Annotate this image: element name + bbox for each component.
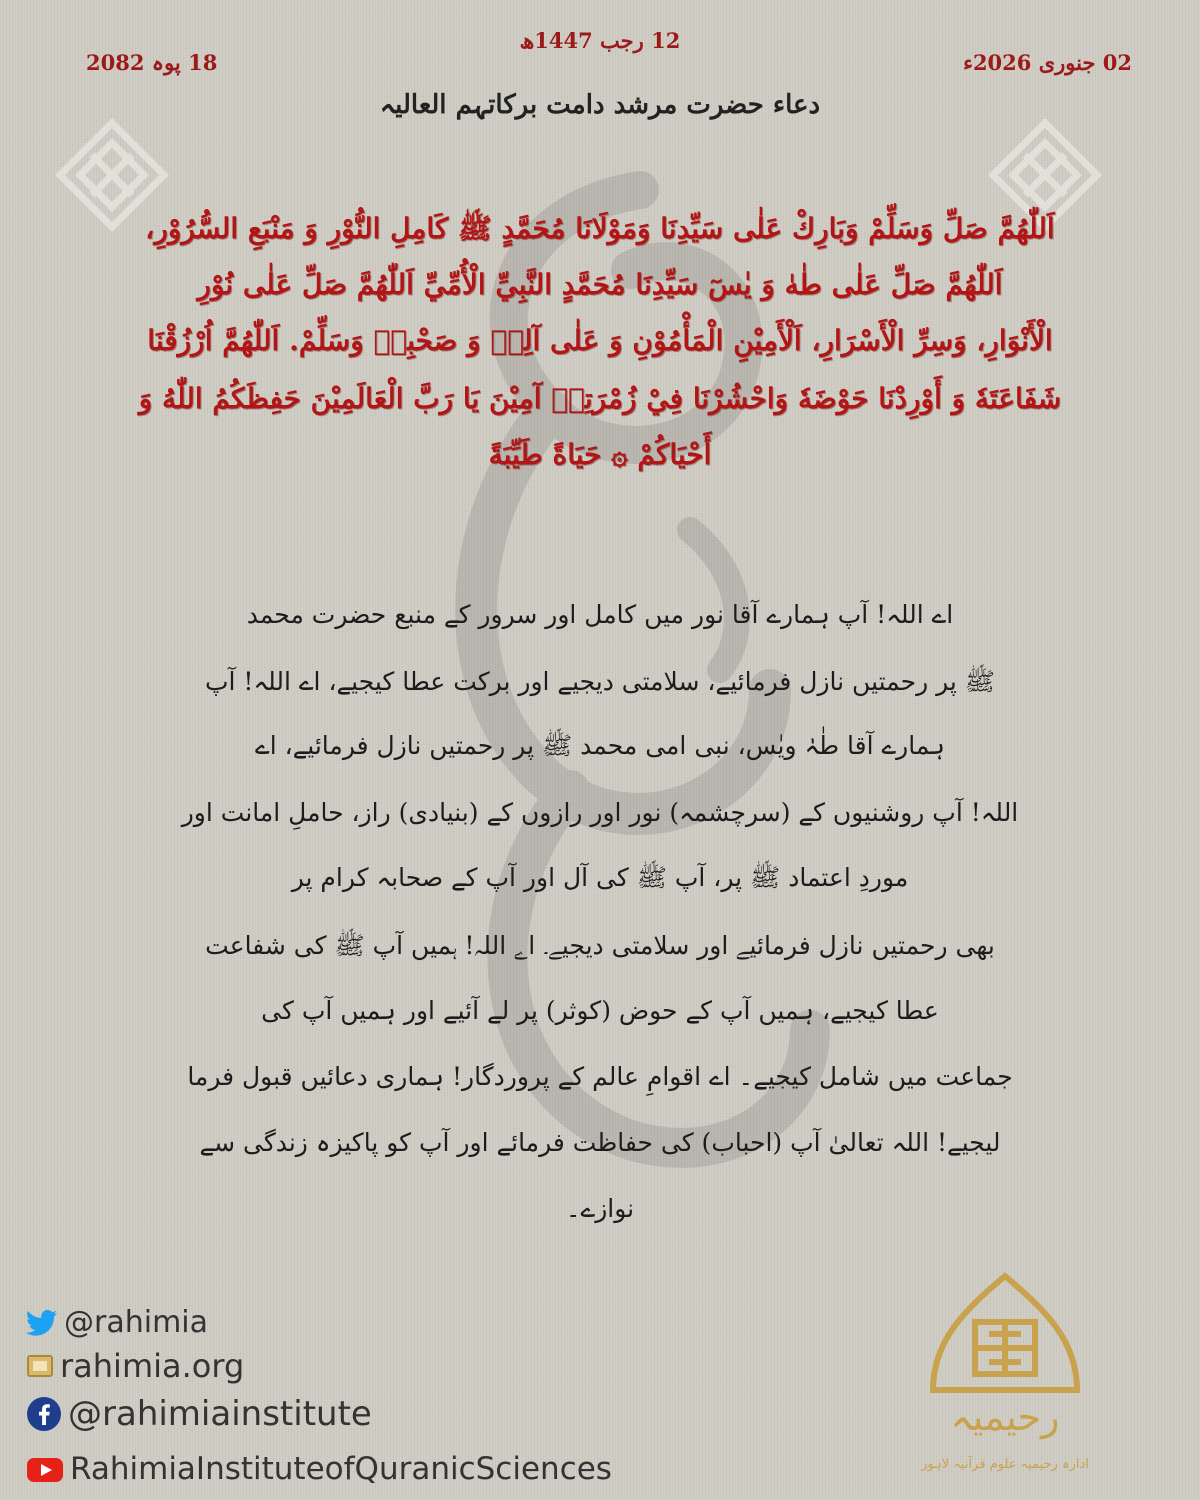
urdu-line: موردِ اعتماد ﷺ پر، آپ ﷺ کی آل اور آپ کے صحابہ کرام پر	[291, 863, 909, 892]
website-link[interactable]	[26, 1347, 245, 1385]
facebook-page-text: @rahimiainstitute	[68, 1394, 372, 1434]
urdu-line: اللہ! آپ روشنیوں کے (سرچشمہ) نور اور رازوں کے (بنیادی) راز، حاملِ امانت اور	[181, 798, 1019, 827]
urdu-line: ہمارے آقا طٰہٰ ویٰس، نبی امی محمد ﷺ پر رحمتیں نازل فرمائیے، اے	[255, 731, 945, 760]
twitter-icon	[26, 1309, 58, 1337]
facebook-page[interactable]	[26, 1396, 372, 1432]
local-date: 18 پوہ 2082	[86, 50, 218, 75]
youtube-icon	[26, 1456, 64, 1484]
gregorian-date: 02 جنوری 2026ء	[963, 50, 1132, 75]
facebook-icon	[26, 1396, 62, 1432]
twitter-handle[interactable]	[26, 1305, 209, 1340]
arabic-line: الْأَنْوَارِ، وَسِرِّ الْأَسْرَارِ، اَلْأَمِيْنِ الْمَأْمُوْنِ وَ عَلٰى آلِهٖ وَ صَحْبِهٖ وَسَلِّمْ. اَللّٰهُمَّ اُرْزُقْنَا	[147, 324, 1053, 357]
twitter-handle-text: @rahimia	[64, 1305, 209, 1340]
urdu-line: عطا کیجیے، ہمیں آپ کے حوض (کوثر) پر لے آئیے اور ہمیں آپ کی	[261, 996, 939, 1025]
arabic-line: اَللّٰهُمَّ صَلِّ عَلٰى طٰهٰ وَ يٰسٓ سَيِّدِنَا مُحَمَّدٍ النَّبِيِّ الْأُمِّيِّ اَللّٰهُمَّ صَلِّ عَلٰى نُوْرِ	[197, 268, 1003, 301]
logo-caption: ادارہ رحیمیہ علوم قرآنیہ لاہور	[921, 1457, 1089, 1472]
urdu-line: لیجیے! اللہ تعالیٰ آپ (احباب) کی حفاظت فرمائے اور آپ کو پاکیزہ زندگی سے	[199, 1128, 1001, 1157]
website-link-text: rahimia.org	[60, 1347, 245, 1385]
institute-logo	[905, 1270, 1105, 1490]
urdu-line: اے اللہ! آپ ہمارے آقا نور میں کامل اور سرور کے منبع حضرت محمد	[246, 600, 954, 629]
youtube-channel[interactable]	[26, 1451, 612, 1487]
hijri-date: 12 رجب 1447ھ	[519, 28, 681, 53]
urdu-line: نوازے۔	[565, 1194, 635, 1223]
youtube-channel-text: RahimiaInstituteofQuranicSciences	[70, 1451, 612, 1487]
urdu-line: جماعت میں شامل کیجیے۔ اے اقوامِ عالم کے پروردگار! ہماری دعائیں قبول فرما	[187, 1062, 1013, 1091]
urdu-line: بھی رحمتیں نازل فرمائیے اور سلامتی دیجیے۔ اے اللہ! ہمیں آپ ﷺ کی شفاعت	[205, 931, 995, 960]
arabic-line: أَحْيَاكُمْ ۞ حَيَاةً طَيِّبَةً	[488, 438, 712, 471]
urdu-line: ﷺ پر رحمتیں نازل فرمائیے، سلامتی دیجیے اور برکت عطا کیجیے، اے اللہ! آپ	[205, 667, 995, 696]
arabic-line: شَفَاعَتَهٗ وَ أَوْرِدْنَا حَوْضَهٗ وَاحْشُرْنَا فِيْ زُمْرَتِهٖ آمِيْنَ يَا رَبَّ الْعَالَمِيْنَ حَفِظَكُمُ اللّٰهُ وَ	[138, 382, 1062, 415]
logo-name: رحیمیہ	[950, 1395, 1060, 1439]
page-title: دعاء حضرت مرشد دامت برکاتہم العالیہ	[379, 90, 821, 120]
website-icon	[26, 1352, 54, 1380]
arabic-line: اَللّٰهُمَّ صَلِّ وَسَلِّمْ وَبَارِكْ عَلٰى سَيِّدِنَا وَمَوْلَانَا مُحَمَّدٍ ﷺ كَامِلِ النُّوْرِ وَ مَنْبَعِ السُّرُوْرِ،	[145, 212, 1055, 245]
